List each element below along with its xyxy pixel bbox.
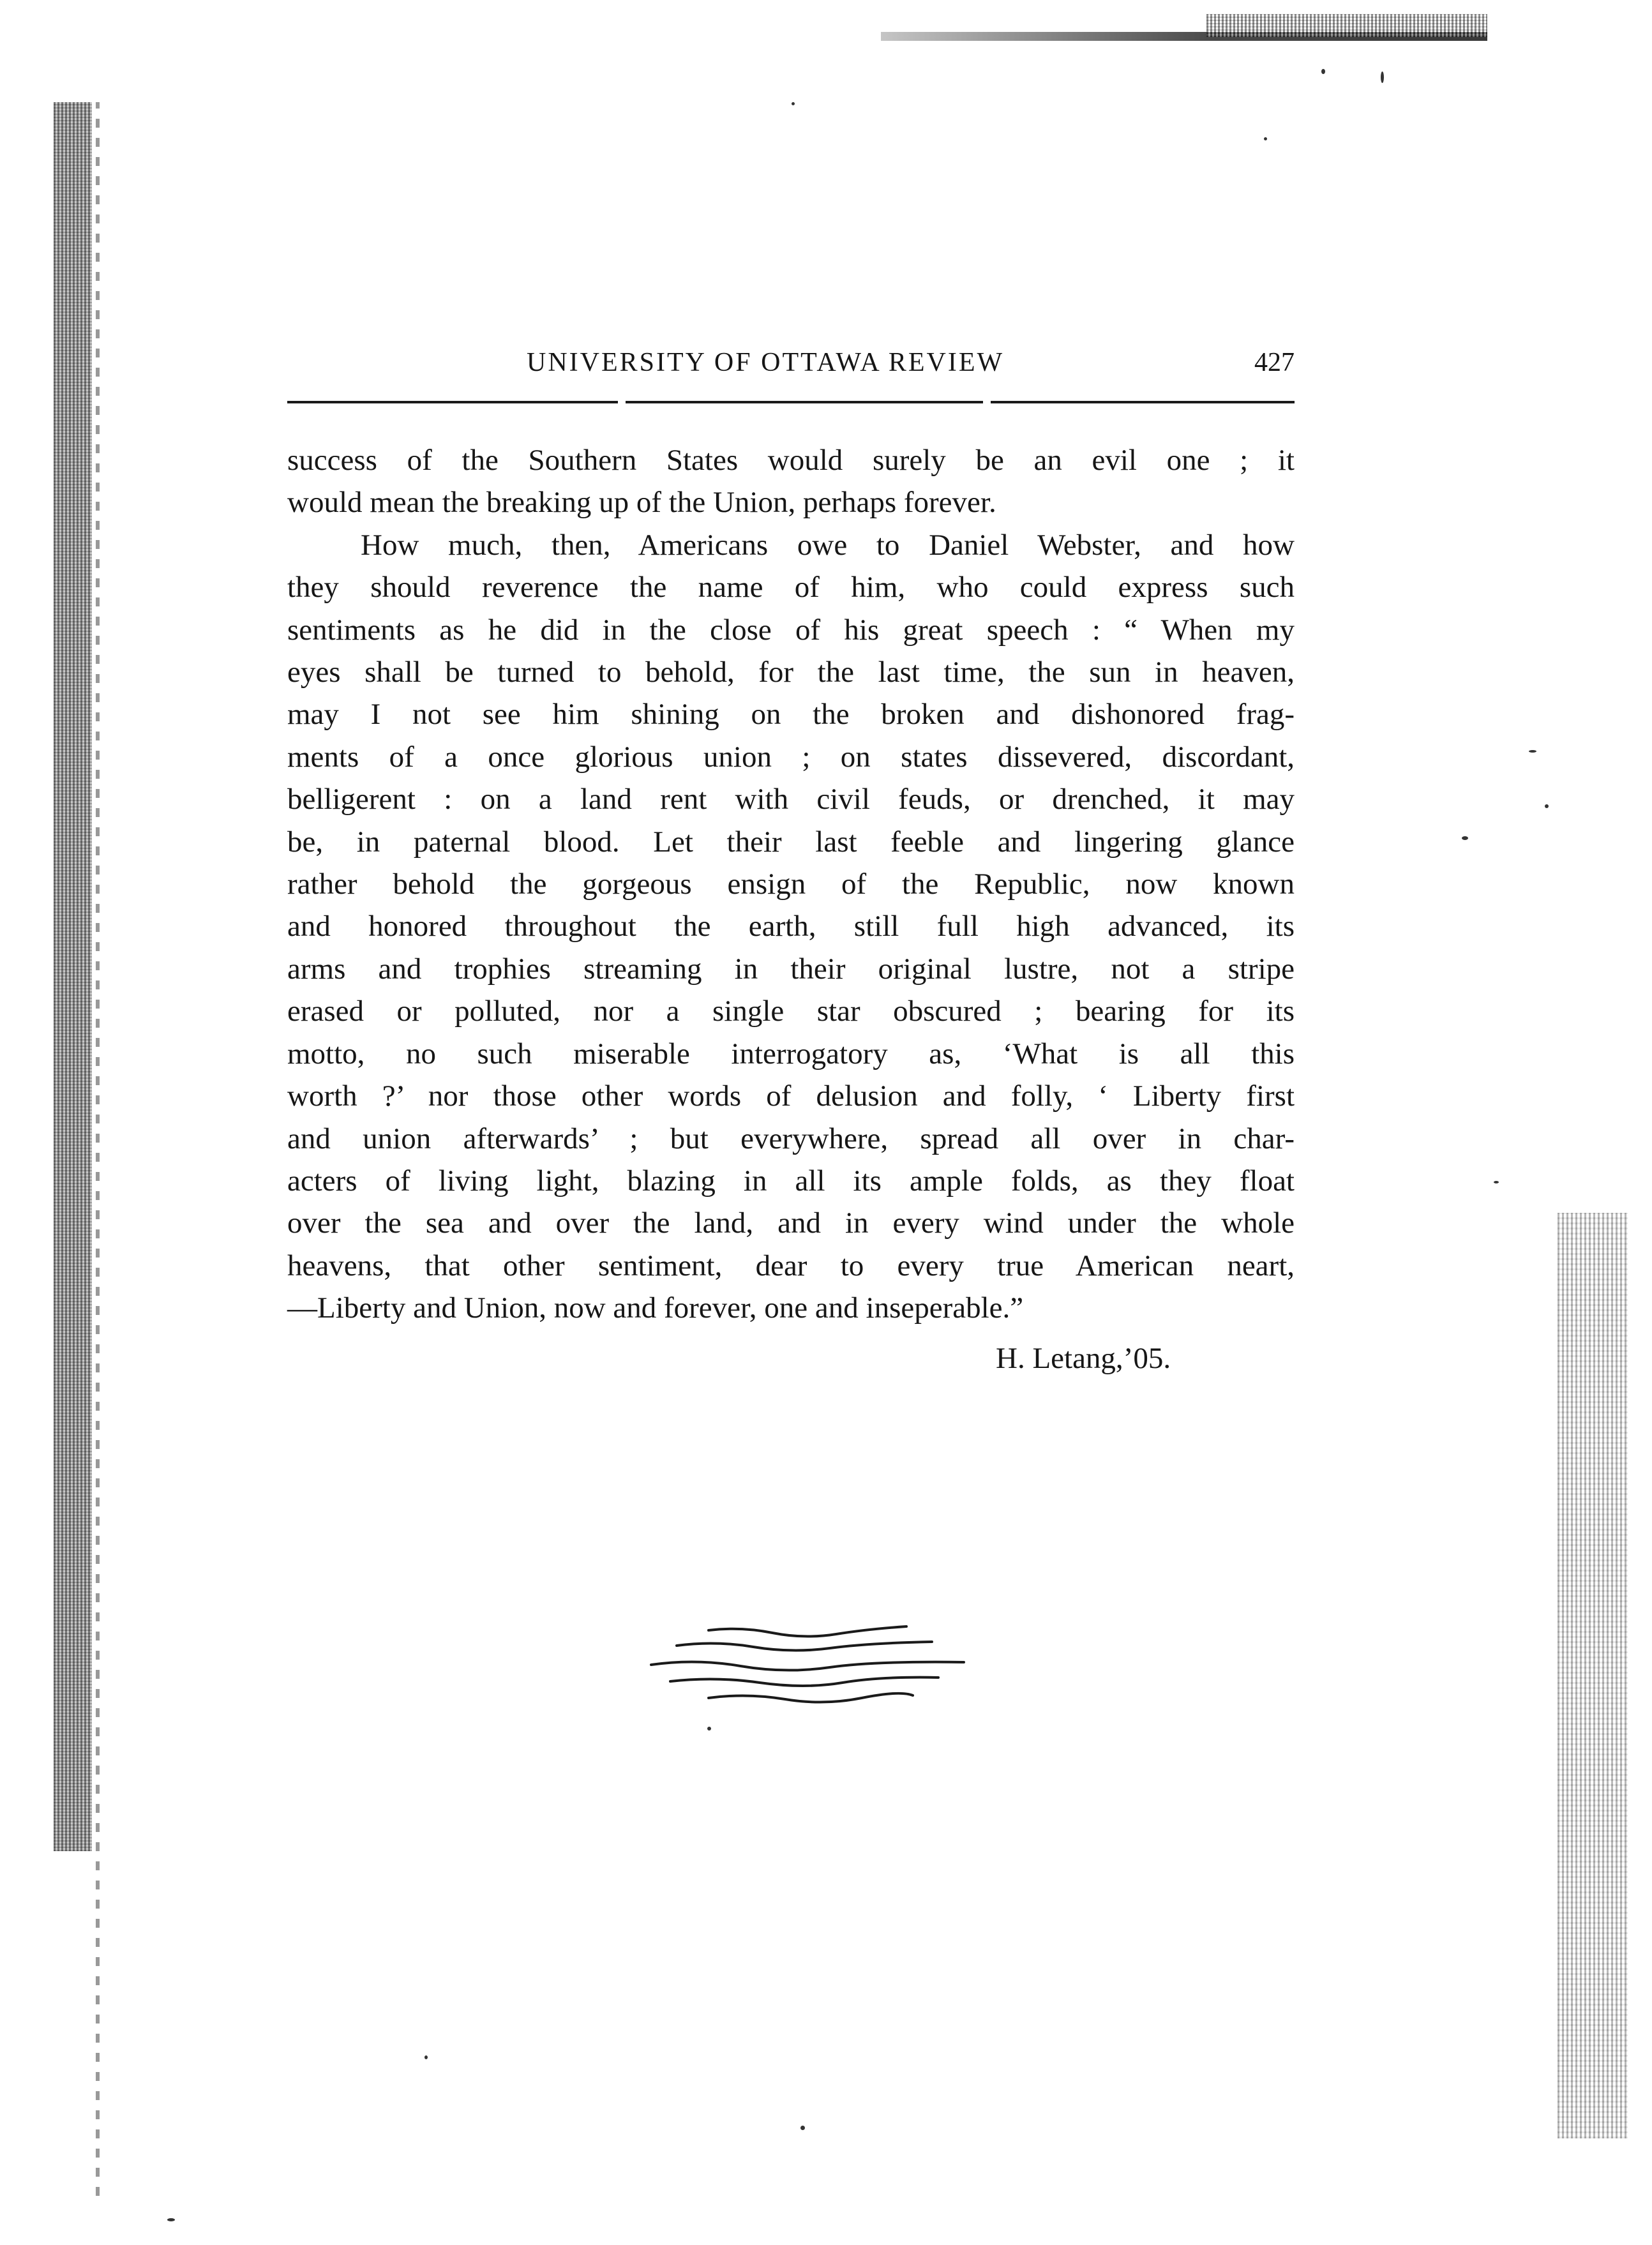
text-line: be, in paternal blood. Let their last feeble and lingering glance — [287, 825, 1295, 859]
text-line: ments of a once glorious union ; on states dissevered, discordant, — [287, 740, 1295, 774]
text-line: acters of living light, blazing in all its ample folds, as they float — [287, 1164, 1295, 1198]
running-head — [287, 337, 1295, 388]
header-rule-middle — [626, 401, 983, 403]
text-line: —Liberty and Union, now and forever, one and inseperable.” — [287, 1291, 1024, 1325]
text-line: may I not see him shining on the broken and dishonored frag- — [287, 698, 1295, 732]
text-line: How much, then, Americans owe to Daniel Webster, and how — [361, 528, 1295, 562]
article-body — [287, 439, 1295, 1330]
scan-speck — [1494, 1181, 1499, 1183]
scan-speck — [1529, 750, 1536, 753]
header-rule-left — [287, 401, 618, 403]
header-rule-right — [991, 401, 1295, 403]
scan-speck — [1381, 71, 1384, 83]
text-line: and union afterwards’ ; but everywhere, spread all over in char- — [287, 1122, 1295, 1155]
text-line: belligerent : on a land rent with civil feuds, or drenched, it may — [287, 783, 1295, 816]
text-line: success of the Southern States would surely be an evil one ; it — [287, 444, 1295, 477]
page-number: 427 — [1254, 348, 1295, 377]
scan-artifact-right-edge — [1558, 1213, 1628, 2138]
wavy-line-ornament-icon — [638, 1615, 977, 1711]
scan-artifact-left-edge — [96, 102, 100, 2196]
scan-artifact-top-block — [1206, 14, 1487, 37]
scan-speck — [424, 2055, 428, 2059]
scan-speck — [792, 102, 795, 105]
text-line: sentiments as he did in the close of his great speech : “ When my — [287, 613, 1295, 647]
text-line: would mean the breaking up of the Union, perhaps forever. — [287, 486, 996, 520]
text-line: worth ?’ nor those other words of delusion and folly, ‘ Liberty first — [287, 1079, 1295, 1113]
text-line: rather behold the gorgeous ensign of the Republic, now known — [287, 867, 1295, 901]
scan-speck — [167, 2218, 175, 2221]
text-line: they should reverence the name of him, who could express such — [287, 571, 1295, 604]
author-signature: H. Letang,’05. — [996, 1342, 1171, 1375]
scan-speck — [1545, 804, 1549, 808]
text-line: erased or polluted, nor a single star obscured ; bearing for its — [287, 995, 1295, 1028]
scan-speck — [1264, 137, 1267, 140]
scan-speck — [707, 1727, 711, 1731]
journal-title: UNIVERSITY OF OTTAWA REVIEW — [527, 348, 1005, 377]
text-line: heavens, that other sentiment, dear to every true American neart, — [287, 1249, 1295, 1282]
scan-speck — [1462, 836, 1468, 840]
scan-artifact-left-binding — [54, 102, 92, 1851]
text-line: arms and trophies streaming in their original lustre, not a stripe — [287, 952, 1295, 986]
text-line: over the sea and over the land, and in every wind under the whole — [287, 1206, 1295, 1240]
text-line: and honored throughout the earth, still full high advanced, its — [287, 910, 1295, 943]
text-line: eyes shall be turned to behold, for the last time, the sun in heaven, — [287, 656, 1295, 689]
text-line: motto, no such miserable interrogatory as, ‘What is all this — [287, 1037, 1295, 1070]
scan-speck — [1321, 69, 1325, 74]
scan-speck — [800, 2126, 805, 2130]
